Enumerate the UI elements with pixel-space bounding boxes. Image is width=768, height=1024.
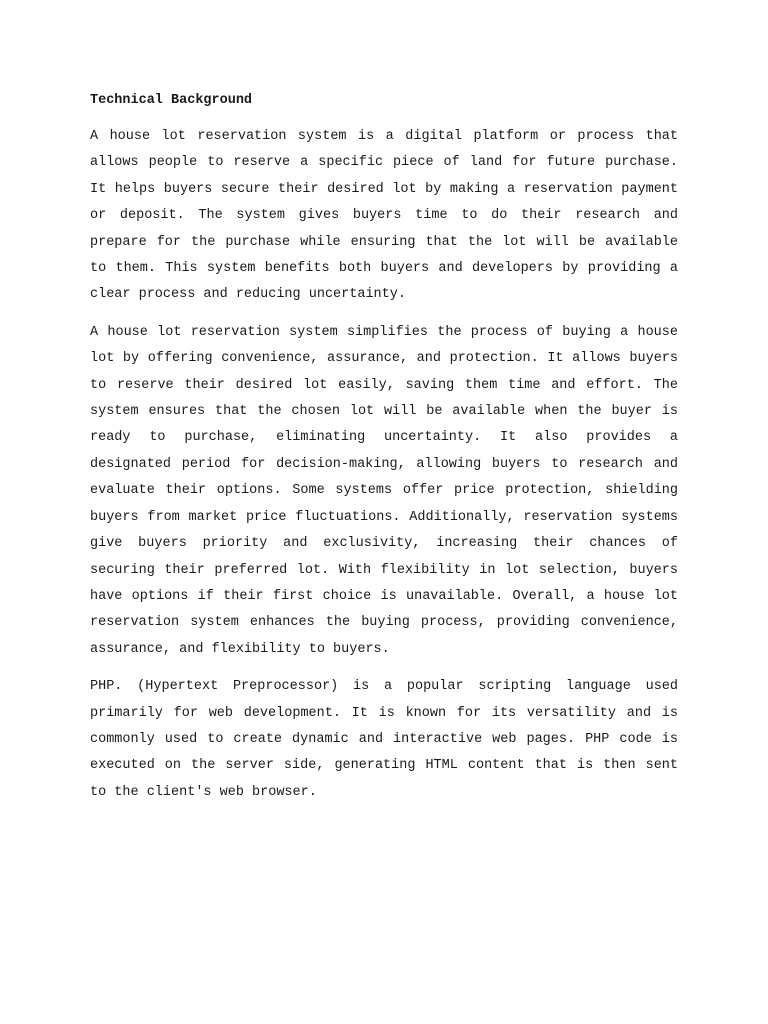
paragraph-php: PHP. (Hypertext Preprocessor) is a popular scripting language used primarily for web development. It is known for its versatility and is commonly used to create dynamic and interactive web pages. PHP code is executed on the server side, generating HTML content that is then sent to the client's web browser. <box>90 679 678 800</box>
paragraph-reservation-benefits: A house lot reservation system simplifies the process of buying a house lot by offering convenience, assurance, and protection. It allows buyers to reserve their desired lot easily, saving them time and effort. The system ensures that the chosen lot will be available when the buyer is ready to purchase, eliminating uncertainty. It also provides a designated period for decision-making, allowing buyers to research and evaluate their options. Some systems offer price protection, shielding buyers from market price fluctuations. Additionally, reservation systems give buyers priority and exclusivity, increasing their chances of securing their preferred lot. With flexibility in lot selection, buyers have options if their first choice is unavailable. Overall, a house lot reservation system enhances the buying process, providing convenience, assurance, and flexibility to buyers. <box>90 324 678 657</box>
document-page <box>90 88 678 817</box>
section-heading: Technical Background <box>90 93 253 108</box>
paragraph-reservation-definition: A house lot reservation system is a digital platform or process that allows people to reserve a specific piece of land for future purchase. It helps buyers secure their desired lot by making a reservation payment or deposit. The system gives buyers time to do their research and prepare for the purchase while ensuring that the lot will be available to them. This system benefits both buyers and developers by providing a clear process and reducing uncertainty. <box>90 129 678 303</box>
